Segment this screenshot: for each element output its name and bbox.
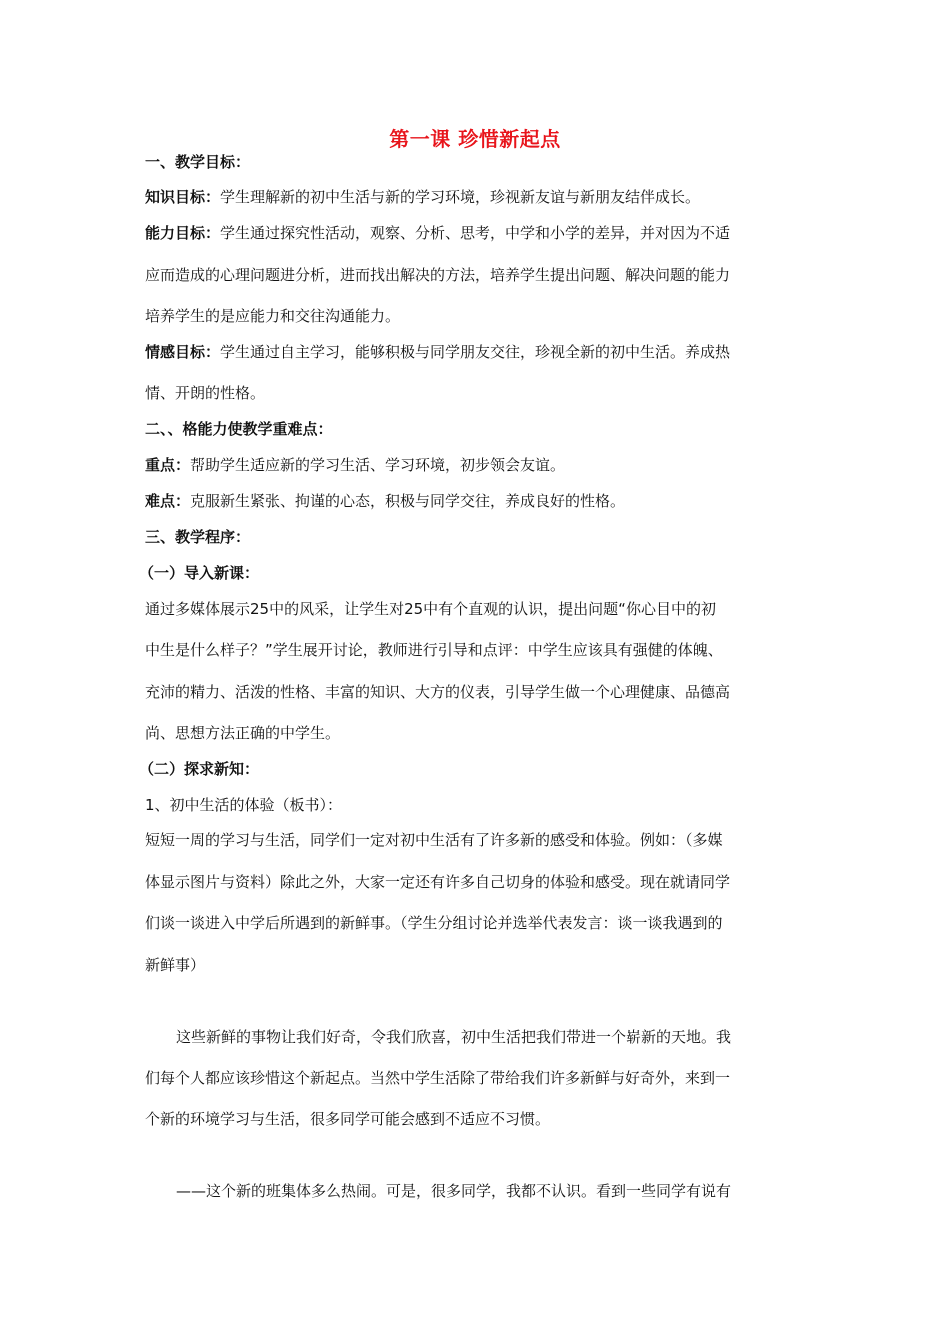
emotion-text-line-2: 情、开朗的性格。 bbox=[145, 384, 266, 402]
section-heading-key-points: 二、、格能力使教学重难点： bbox=[145, 420, 333, 438]
key-text: 帮助学生适应新的学习生活、学习环境，初步领会友谊。 bbox=[190, 456, 566, 474]
item-1-heading: 1、初中生活的体验（板书）： bbox=[145, 796, 343, 814]
paragraph-line-1: 这些新鲜的事物让我们好奇，令我们欣喜，初中生活把我们带进一个崭新的天地。我 bbox=[176, 1028, 732, 1046]
paragraph-line-2: 们每个人都应该珍惜这个新起点。当然中学生活除了带给我们许多新鲜与好奇外，来到一 bbox=[145, 1069, 731, 1087]
difficult-text: 克服新生紧张、拘谨的心态，积极与同学交往，养成良好的性格。 bbox=[190, 492, 626, 510]
experience-line-4: 新鲜事） bbox=[145, 956, 206, 974]
subsection-heading-intro: （一）导入新课： bbox=[139, 564, 260, 582]
difficult-label: 难点： bbox=[145, 492, 191, 510]
section-heading-objectives: 一、教学目标： bbox=[145, 153, 251, 171]
emotion-objective bbox=[145, 343, 730, 361]
key-label: 重点： bbox=[145, 456, 191, 474]
difficult-point bbox=[145, 492, 625, 510]
experience-line-2: 体显示图片与资料）除此之外，大家一定还有许多自己切身的体验和感受。现在就请同学 bbox=[145, 873, 731, 891]
ability-text-line-2: 应而造成的心理问题进分析，进而找出解决的方法，培养学生提出问题、解决问题的能力 bbox=[145, 266, 731, 284]
subsection-heading-explore: （二）探求新知： bbox=[139, 760, 260, 778]
emotion-text-line-1: 学生通过自主学习，能够积极与同学朋友交往，珍视全新的初中生活。养成热 bbox=[220, 343, 731, 361]
ability-text-line-3: 培养学生的是应能力和交往沟通能力。 bbox=[145, 307, 401, 325]
intro-line-3: 充沛的精力、活泼的性格、丰富的知识、大方的仪表，引导学生做一个心理健康、品德高 bbox=[145, 683, 731, 701]
key-point bbox=[145, 456, 565, 474]
experience-line-1: 短短一周的学习与生活，同学们一定对初中生活有了许多新的感受和体验。例如：（多媒 bbox=[145, 831, 723, 849]
experience-line-3: 们谈一谈进入中学后所遇到的新鲜事。（学生分组讨论并选举代表发言：谈一谈我遇到的 bbox=[145, 914, 723, 932]
ability-objective bbox=[145, 224, 730, 242]
ability-label: 能力目标： bbox=[145, 224, 221, 242]
quote-line-1: ——这个新的班集体多么热闹。可是，很多同学，我都不认识。看到一些同学有说有 bbox=[176, 1182, 732, 1200]
emotion-label: 情感目标： bbox=[145, 343, 221, 361]
knowledge-label: 知识目标： bbox=[145, 188, 221, 206]
knowledge-text: 学生理解新的初中生活与新的学习环境，珍视新友谊与新朋友结伴成长。 bbox=[220, 188, 701, 206]
intro-line-1: 通过多媒体展示25中的风采，让学生对25中有个直观的认识，提出问题“你心目中的初 bbox=[145, 600, 716, 618]
knowledge-objective bbox=[145, 188, 700, 206]
intro-line-4: 尚、思想方法正确的中学生。 bbox=[145, 724, 341, 742]
intro-line-2: 中生是什么样子？”学生展开讨论，教师进行引导和点评：中学生应该具有强健的体魄、 bbox=[145, 641, 723, 659]
paragraph-line-3: 个新的环境学习与生活，很多同学可能会感到不适应不习惯。 bbox=[145, 1110, 551, 1128]
page-title: 第一课 珍惜新起点 bbox=[389, 127, 561, 151]
ability-text-line-1: 学生通过探究性活动，观察、分析、思考，中学和小学的差异，并对因为不适 bbox=[220, 224, 731, 242]
section-heading-procedure: 三、教学程序： bbox=[145, 528, 251, 546]
